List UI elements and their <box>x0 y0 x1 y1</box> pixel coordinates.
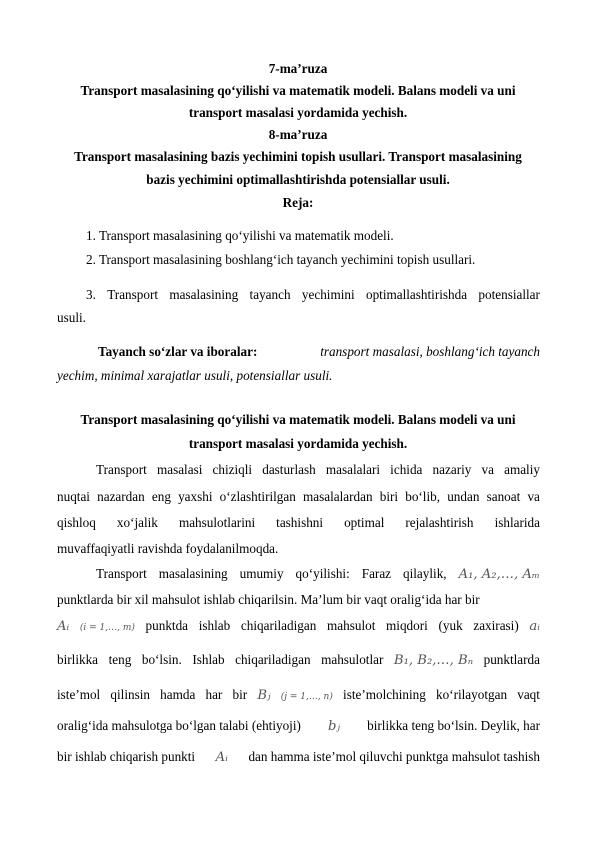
word: 3. <box>86 287 96 302</box>
word: xo‘jalik <box>116 515 158 530</box>
math-consumers-B: B₁, B₂,…, Bₙ <box>393 653 474 668</box>
word: yechimini <box>301 287 355 302</box>
word: undan <box>447 489 480 504</box>
word: qo‘yilishi: <box>295 566 350 581</box>
para1-line3 <box>57 515 540 531</box>
keywords-line2: yechim, minimal xarajatlar usuli, potensiallar usuli. <box>57 368 333 383</box>
word: optimal <box>344 515 385 530</box>
word: masalasining <box>169 287 239 302</box>
word: vaqt <box>517 687 540 702</box>
word: zaxirasi) <box>473 618 519 633</box>
math-Ai: Aᵢ <box>57 619 70 634</box>
word: teng <box>108 652 132 667</box>
para2-line2: punktlarda bir xil mahsulot ishlab chiqarilsin. Ma’lum bir vaqt oralig‘ida har bir <box>57 592 480 607</box>
section-title-line1: Transport masalasining qo‘yilishi va matematik modeli. Balans modeli va uni <box>80 412 516 427</box>
word: (yuk <box>438 618 463 633</box>
word: nazardan <box>97 489 145 504</box>
lecture-8-title-line1: Transport masalasining bazis yechimini topish usullari. Transport masalasining <box>74 149 522 164</box>
word: masalasi <box>156 462 203 477</box>
plan-item-3-line2: usuli. <box>57 310 86 325</box>
keywords-label: Tayanch so‘zlar va iboralar: <box>98 344 258 359</box>
word: mahsulotlar <box>321 652 384 667</box>
word: dasturlash <box>262 462 316 477</box>
word: chiqariladigan <box>240 618 317 633</box>
plan-item-2: 2. Transport masalasining boshlang‘ich tayanch yechimini topish usullari. <box>86 252 476 267</box>
word: punktlarda <box>483 652 540 667</box>
lecture-7-label: 7-ma’ruza <box>268 61 328 76</box>
word: ishlarida <box>494 515 540 530</box>
word: qilinsin <box>110 687 150 702</box>
para2-line3 <box>57 618 540 636</box>
math-Bj: Bⱼ <box>257 688 271 703</box>
text-segment: bir ishlab chiqarish punkti <box>57 749 196 764</box>
word: va <box>527 489 540 504</box>
word: ishlab <box>198 618 231 633</box>
word: umumiy <box>239 566 284 581</box>
word: va <box>481 462 494 477</box>
word: chiziqli <box>212 462 253 477</box>
word: Transport <box>96 566 147 581</box>
math-Ai-inline: Aᵢ <box>215 750 228 765</box>
word: masalasining <box>158 566 228 581</box>
word: tayanch <box>249 287 291 302</box>
word: birlikka <box>57 652 99 667</box>
para2-line4 <box>57 652 540 669</box>
word: amaliy <box>504 462 540 477</box>
word: eng <box>151 489 171 504</box>
plan-item-1: 1. Transport masalasining qo‘yilishi va matematik modeli. <box>86 228 394 243</box>
word: Faraz <box>361 566 392 581</box>
para1-line4: muvaffaqiyatli ravishda foydalanilmoqda. <box>57 541 279 556</box>
para1-line1 <box>96 462 540 478</box>
text-segment: birlikka teng bo‘lsin. Deylik, har <box>367 718 540 733</box>
word: punktda <box>145 618 189 633</box>
word: miqdori <box>386 618 428 633</box>
word: bo‘lib, <box>405 489 441 504</box>
word: chiqariladigan <box>235 652 311 667</box>
para1-line2 <box>57 489 540 505</box>
word: yaxshi <box>178 489 213 504</box>
para2-line6 <box>57 718 540 735</box>
word: rejalashtirish <box>405 515 474 530</box>
word: Ishlab <box>192 652 225 667</box>
word: mahsulotlarini <box>178 515 256 530</box>
word: iste’mol <box>57 687 101 702</box>
word: nuqtai <box>57 489 90 504</box>
word: nazariy <box>432 462 472 477</box>
word: mahsulot <box>327 618 376 633</box>
lecture-8-title-line2: bazis yechimini optimallashtirishda potensiallar usuli. <box>146 172 450 187</box>
word: iste’molchining <box>343 687 426 702</box>
math-producers-A: A₁, A₂,…, Aₘ <box>458 567 540 582</box>
para2-line1 <box>96 566 540 583</box>
keywords-list-part1: transport masalasi, boshlang‘ich tayanch <box>320 344 540 359</box>
word: ko‘rilayotgan <box>436 687 508 702</box>
lecture-8-label: 8-ma’ruza <box>268 127 328 142</box>
word: potensiallar <box>478 287 540 302</box>
text-segment: dan hamma iste’mol qiluvchi punktga mahsulot tashish <box>248 749 540 764</box>
plan-heading: Reja: <box>282 195 314 210</box>
lecture-7-title-line1: Transport masalasining qo‘yilishi va matematik modeli. Balans modeli va uni <box>80 83 516 98</box>
keywords-line1 <box>98 344 540 360</box>
word: qishloq <box>57 515 96 530</box>
word: ichida <box>390 462 423 477</box>
word: tashishni <box>276 515 324 530</box>
word: optimallashtirishda <box>365 287 468 302</box>
section-title-line2: transport masalasi yordamida yechish. <box>188 436 408 451</box>
math-range-i: (i = 1,…, m) <box>79 623 135 633</box>
word: o‘zlashtirilgan <box>219 489 296 504</box>
para2-line7 <box>57 749 540 766</box>
lecture-7-title-line2: transport masalasi yordamida yechish. <box>188 105 408 120</box>
plan-item-3-line1 <box>86 287 540 303</box>
word: sanoat <box>486 489 521 504</box>
word: Transport <box>107 287 159 302</box>
word: har <box>205 687 223 702</box>
math-ai: aᵢ <box>529 619 540 634</box>
word: qilaylik, <box>403 566 447 581</box>
word: hamda <box>160 687 196 702</box>
math-range-j: (j = 1,…, n) <box>280 692 333 702</box>
word: masalalardan <box>303 489 373 504</box>
math-bj: bⱼ <box>328 719 340 734</box>
word: bir <box>232 687 248 702</box>
word: masalalari <box>325 462 381 477</box>
word: Transport <box>96 462 147 477</box>
word: biri <box>379 489 399 504</box>
text-segment: oralig‘ida mahsulotga bo‘lgan talabi (ehtiyoji) <box>57 718 301 733</box>
word: bo‘lsin. <box>141 652 182 667</box>
para2-line5 <box>57 687 540 705</box>
